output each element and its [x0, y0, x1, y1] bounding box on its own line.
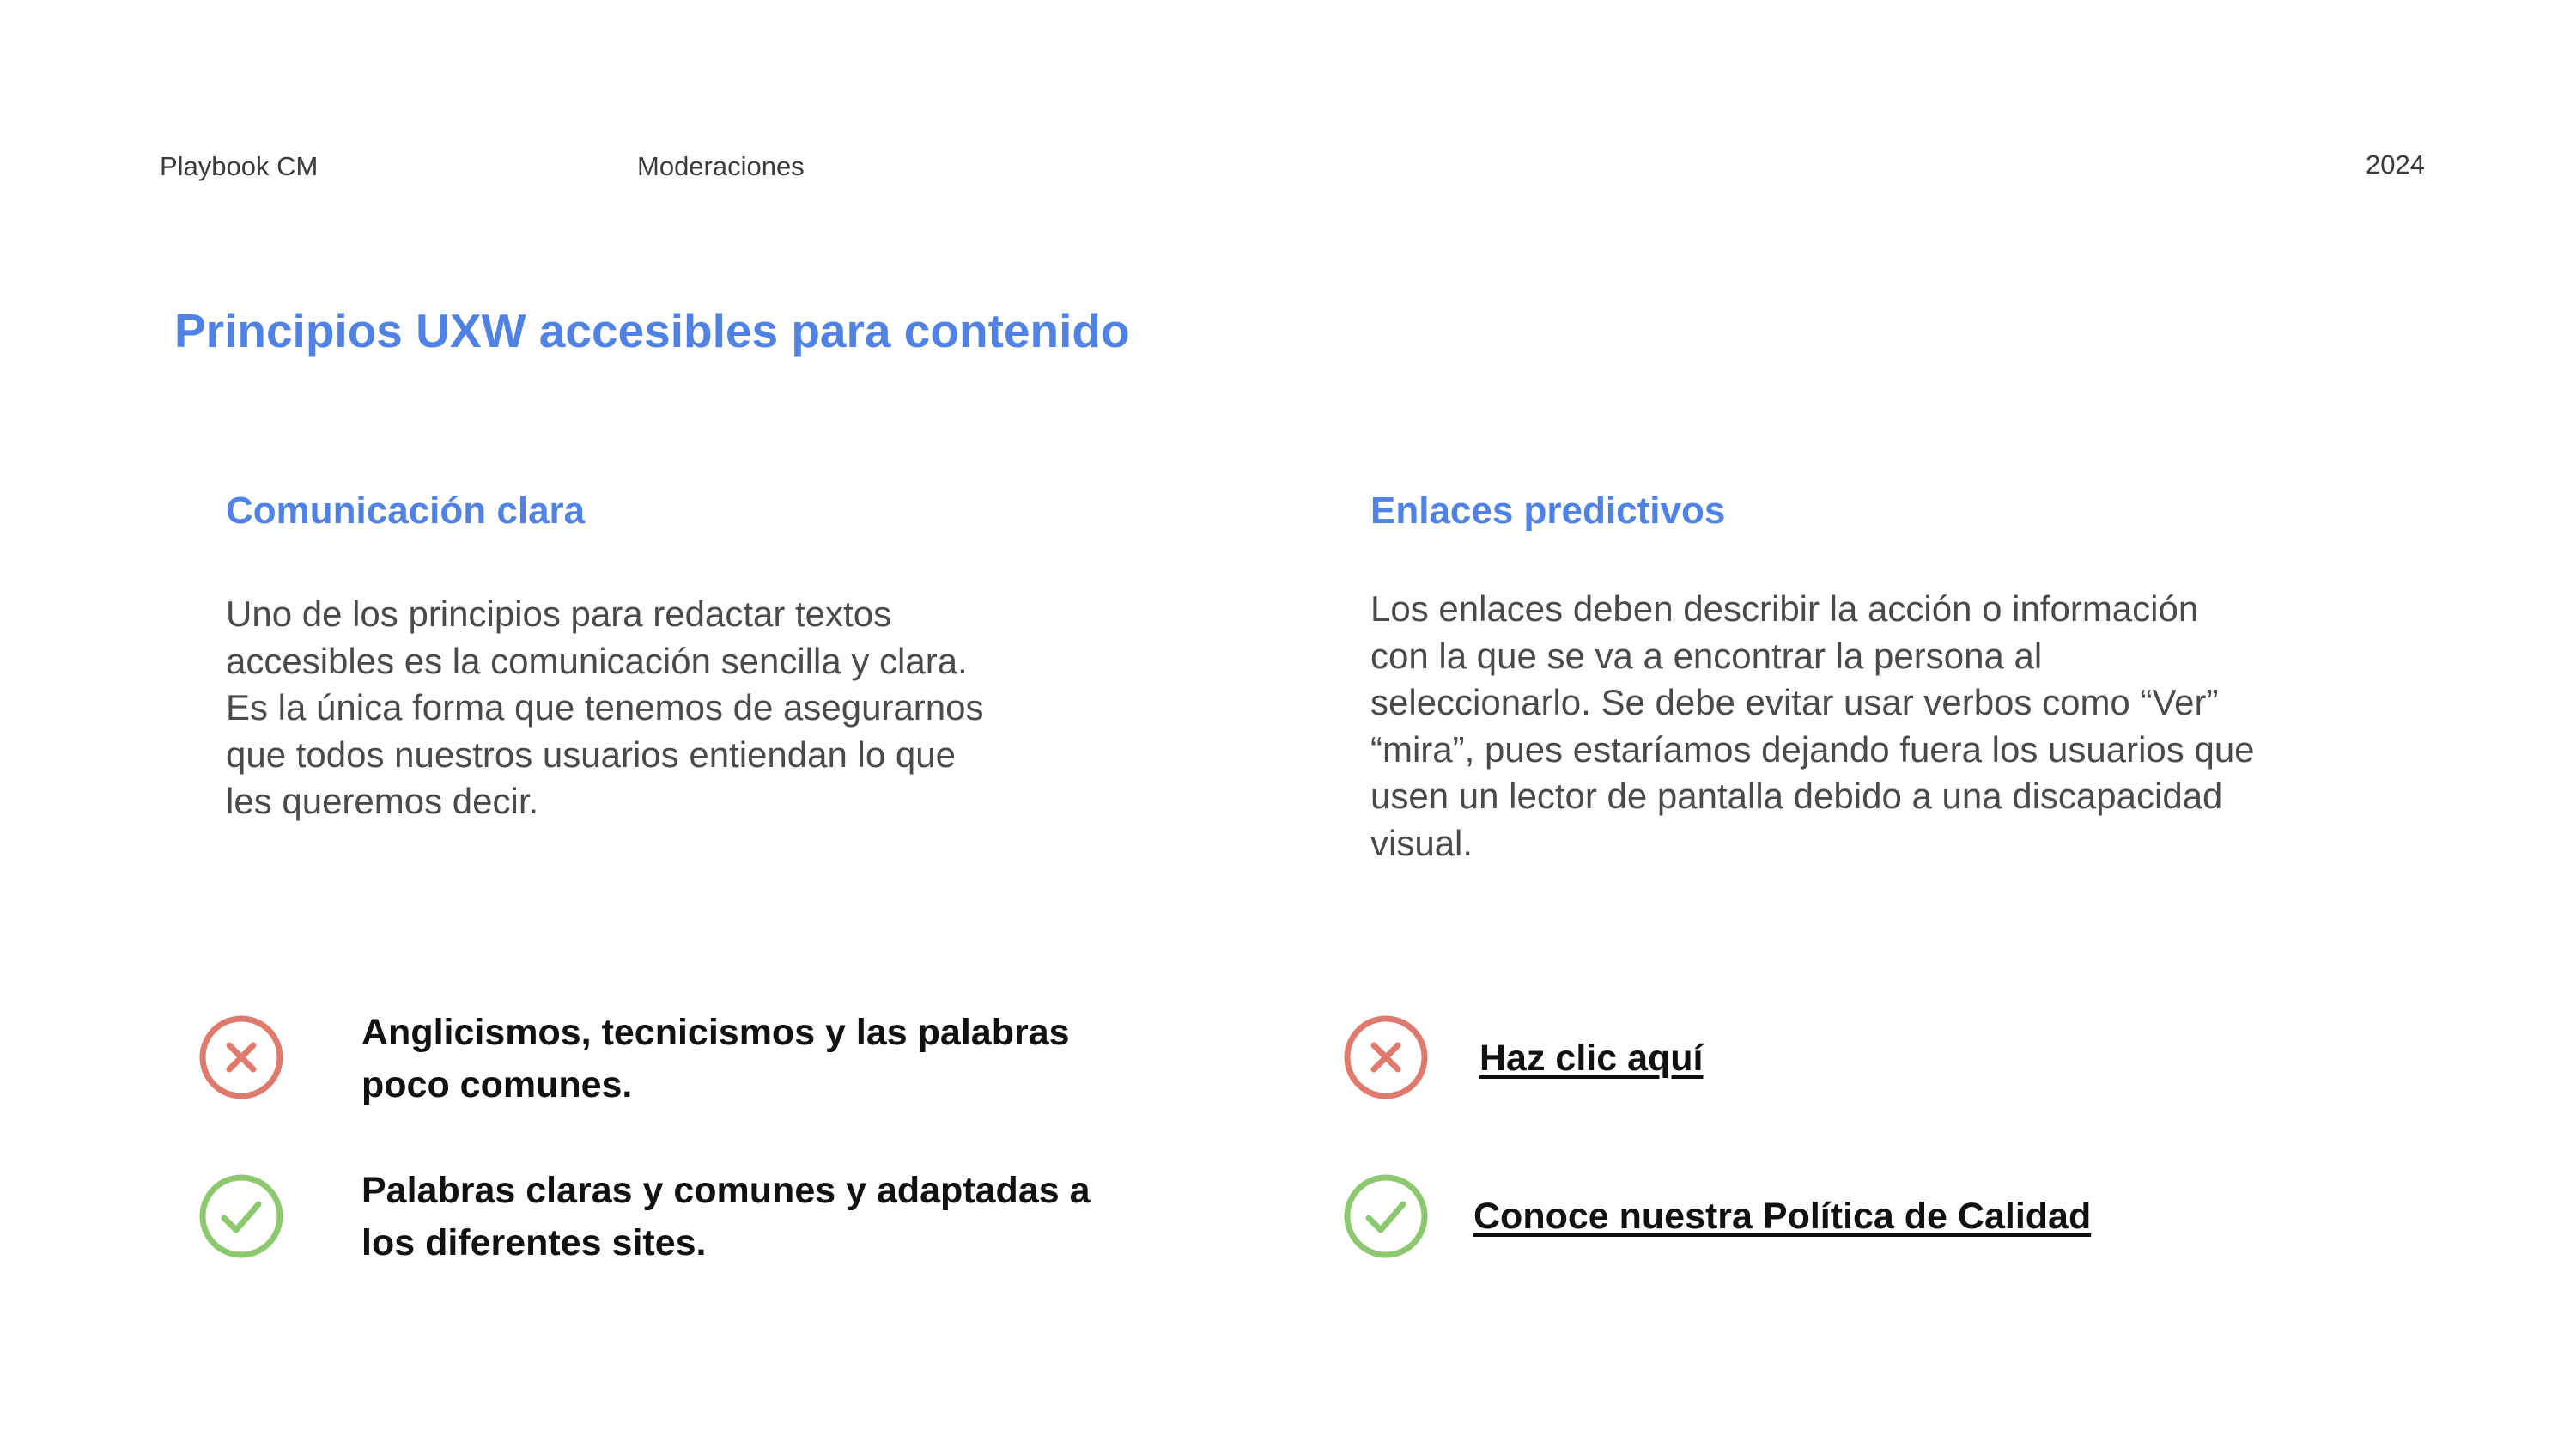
paragraph-line: “mira”, pues estaríamos dejando fuera los usuarios que [1370, 728, 2255, 770]
x-circle-icon [1343, 1014, 1429, 1100]
paragraph-line: visual. [1370, 822, 1473, 863]
paragraph-line: Los enlaces deben describir la acción o información [1370, 588, 2199, 629]
example-line: los diferentes sites. [361, 1222, 707, 1263]
section-paragraph-clear-communication [226, 591, 1136, 825]
paragraph-line: con la que se va a encontrar la persona al [1370, 635, 2043, 676]
page-title: Principios UXW accesibles para contenido [174, 304, 1130, 357]
check-circle-icon [198, 1173, 284, 1259]
paragraph-line: seleccionarlo. Se debe evitar usar verbos como “Ver” [1370, 682, 2219, 722]
paragraph-line: accesibles es la comunicación sencilla y clara. [226, 640, 968, 681]
paragraph-line: les queremos decir. [226, 781, 539, 821]
paragraph-line: Uno de los principios para redactar textos [226, 594, 892, 634]
header-section: Moderaciones [637, 151, 805, 181]
section-heading-clear-communication: Comunicación clara [226, 490, 586, 532]
paragraph-line: Es la única forma que tenemos de asegurarnos [226, 687, 984, 728]
bad-example-text [361, 1007, 1220, 1111]
bad-link-example[interactable]: Haz clic aquí [1479, 1038, 1704, 1079]
x-circle-icon [198, 1014, 284, 1100]
section-paragraph-predictive-links [1370, 586, 2418, 867]
section-heading-predictive-links: Enlaces predictivos [1370, 490, 1726, 532]
example-line: Anglicismos, tecnicismos y las palabras [361, 1012, 1070, 1053]
paragraph-line: usen un lector de pantalla debido a una discapacidad [1370, 776, 2223, 816]
header-year: 2024 [2366, 149, 2425, 180]
example-line: Palabras claras y comunes y adaptadas a [361, 1170, 1091, 1211]
header-playbook: Playbook CM [160, 151, 319, 181]
good-link-example[interactable]: Conoce nuestra Política de Calidad [1473, 1196, 2092, 1237]
good-example-text [361, 1165, 1220, 1269]
check-circle-icon [1343, 1173, 1429, 1259]
example-line: poco comunes. [361, 1064, 633, 1105]
paragraph-line: que todos nuestros usuarios entiendan lo que [226, 734, 956, 775]
